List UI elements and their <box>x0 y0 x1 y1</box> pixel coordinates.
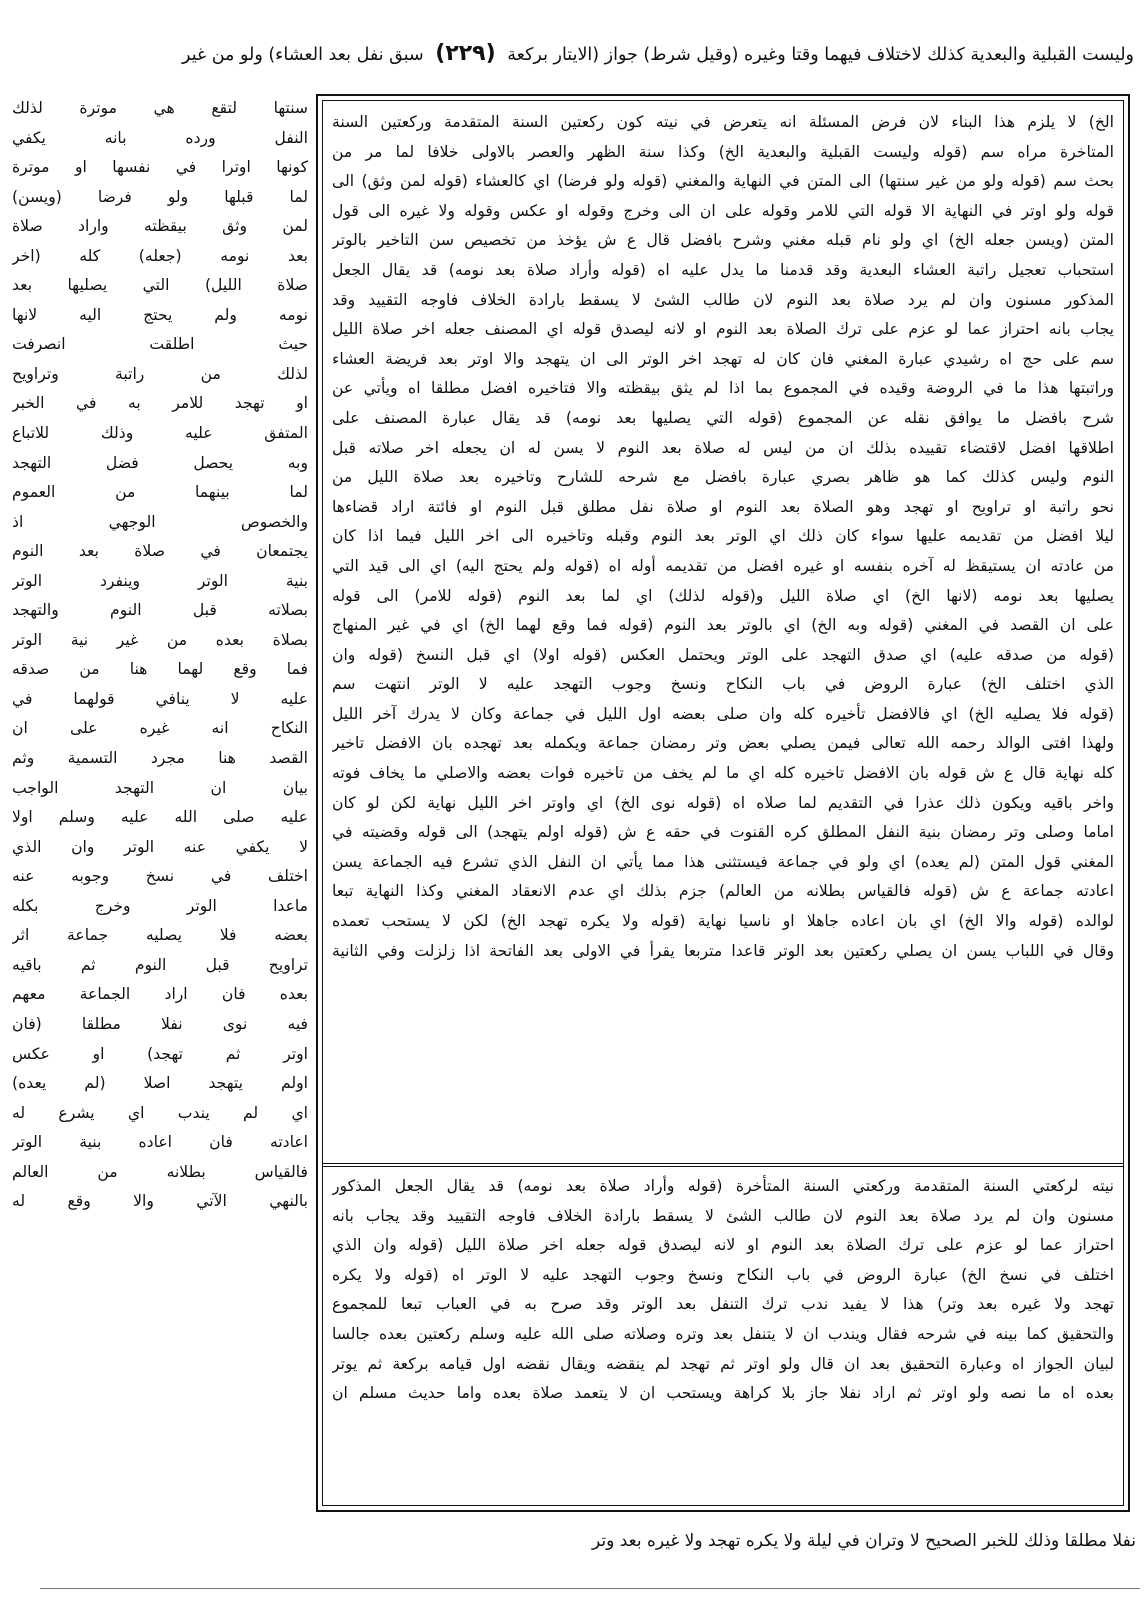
commentary-line: والتحقيق كما بينه في شرحه فقال ويندب ان لا يتنفل بعد وتره وصلاته صلى الله عليه وسلم ركعتين بعده جالسا <box>332 1324 1114 1343</box>
commentary-line: المتن (ويسن جعله الخ) اي ولو نام قبله مغني وشرح بافضل قال ع ش يؤخذ من تخصيص سن التاخير بالوتر <box>332 231 1114 250</box>
matn-line: القصد هنا مجرد التسمية وثم <box>12 749 308 768</box>
commentary-line: اعادته جماعة ع ش (قوله فالقياس بطلانه من العالم) جزم بذلك اي عدم الانعقاد المغني وكذا النهاية تبعا <box>332 882 1114 901</box>
matn-line: لذلك من راتبة وتراويح <box>12 364 308 383</box>
commentary-line: تهجد ولا غيره بعد وتر) هذا لا يفيد ندب ترك التنفل بعد الوتر وقد صرح به في العباب تبعا للمجموع <box>332 1295 1114 1314</box>
commentary-line: من عادته ان يستيقظ له آخره بنفسه او غيره افضل من تقديمه أوله اه (قوله ولم يحتج اليه) اي الى قيد التي <box>332 556 1114 575</box>
commentary-line: لبيان الجواز اه وعبارة التحقيق بعد ان قال ولو اوتر ثم تهجد لم ينقضه ويقال نقضه اول قيامه بركعة ثم يوتر <box>332 1354 1114 1373</box>
matn-line: عليه لا ينافي قولهما في <box>12 689 308 708</box>
commentary-line: على ان القصد في المغني (قوله وبه الخ) اي بالوتر بعد النوم (قوله فما وقع لهما الخ) اي في غير المنهاج <box>332 616 1114 635</box>
commentary-line: واخر باقيه ويكون ذلك عذرا في التقديم لما صلاه اه (قوله نوى الخ) اي واوتر اخر الليل نهاية لكن لو كان <box>332 793 1114 812</box>
commentary-line: ولهذا افتى الوالد رحمه الله تعالى فيمن يصلي بعض وتر رمضان جماعة ويكمله بعد تهجده بان الافضل تاخير <box>332 734 1114 753</box>
matn-line: بعضه فلا يصليه جماعة اثر <box>12 926 308 945</box>
header-right-text: وليست القبلية والبعدية كذلك لاختلاف فيهما وقتا وغيره (وقيل شرط) جواز (الايتار بركعة <box>507 45 1134 65</box>
section-divider <box>322 1163 1124 1167</box>
commentary-line: اطلاقها افضل لاقتضاء تقييده بذلك ان من ليس له صلاة بعد النوم لا يسن له ان يجعله اخر صلاته قبل <box>332 438 1114 457</box>
matn-line: بالنهي الآتي والا وقع له <box>12 1192 308 1211</box>
matn-line: فالقياس بطلانه من العالم <box>12 1162 308 1181</box>
commentary-line: (قوله من صدقه عليه) اي صدق التهجد على الوتر ويحتمل العكس (قوله اولا) اي قبل النسخ (قوله وان <box>332 645 1114 664</box>
matn-line: بيان ان التهجد الواجب <box>12 778 308 797</box>
bottom-rule <box>40 1588 1140 1589</box>
commentary-line: اماما وصلى وتر رمضان بنية النفل المطلق كره القنوت في حقه ع ش (قوله اولم يتهجد) الى قوله وقضيته في <box>332 823 1114 842</box>
matn-line: ماعدا الوتر وخرج بكله <box>12 896 308 915</box>
commentary-line: النوم وليس كذلك كما هو ظاهر بصري عبارة بافضل مع شرحه للشارح وتاخيره بعد صلاة الليل من <box>332 468 1114 487</box>
commentary-line: المتاخرة مراه سم (قوله وليست القبلية والبعدية الخ) وكذا سنة الظهر والعصر بالاولى خلافا لما مر من <box>332 142 1114 161</box>
commentary-line: لوالده (قوله والا الخ) اي بان اعاده جاهلا او ناسيا نهاية (قوله ولا يكره تهجد الخ) لكن لا يستحب تعمده <box>332 912 1114 931</box>
matn-line: بصلاة بعده من غير نية الوتر <box>12 630 308 649</box>
commentary-line: سم على حج اه رشيدي عبارة المغني فان كان له تهجد اخر الوتر الى ان يتهجد والا اوتر بعد فريضة العشاء <box>332 349 1114 368</box>
matn-line: بنية الوتر وينفرد الوتر <box>12 571 308 590</box>
matn-line: لما قبلها ولو فرضا (ويسن) <box>12 187 308 206</box>
commentary-line: مسنون وان لم يرد صلاة بعد النوم لان طالب الشئ لا يسقط بارادة الخلاف فاوجه التقييد وقد يجاب بانه <box>332 1206 1114 1225</box>
matn-line: وبه يحصل فضل التهجد <box>12 453 308 472</box>
matn-line: المتفق عليه وذلك للاتباع <box>12 424 308 443</box>
matn-line: او تهجد للامر به في الخبر <box>12 394 308 413</box>
commentary-line: وقال في اللباب يسن ان يصلي ركعتين بعد الوتر قاعدا متربعا يقرأ في الاولى بعد الفاتحة اذا زلزلت وفي الثانية <box>332 941 1114 960</box>
matn-line: اي لم يندب اي يشرع له <box>12 1103 308 1122</box>
commentary-line: يصليها بعد نومه (لانها الخ) اي صلاة الليل و(قوله لذلك) اي لما بعد النوم (قوله للامر) الى قوله <box>332 586 1114 605</box>
commentary-upper-block <box>332 108 1114 1158</box>
matn-line: تراويح قبل النوم ثم باقيه <box>12 955 308 974</box>
commentary-line: المذكور مسنون وان لم يرد صلاة بعد النوم لان طالب الشئ لا يسقط بارادة الخلاف فاوجه التقييد وقد <box>332 290 1114 309</box>
matn-line: نومه ولم يحتج اليه لانها <box>12 305 308 324</box>
commentary-line: وراتبتها هذا ما في الروضة وقيده في المجموع بما اذا لم يثق بيقظته والا فتاخيره افضل مطلقا اه ويأتي عن <box>332 379 1114 398</box>
matn-line: لا يكفي عنه الوتر وان الذي <box>12 837 308 856</box>
commentary-line: يجاب بانه احتراز عما لو عزم على ترك الصلاة بعد النوم او لانه ليصدق قوله اي المصنف جعله اخر صلاة الليل <box>332 320 1114 339</box>
commentary-line: استحباب تعجيل راتبة العشاء البعدية وقد قدمنا ما يدل عليه اه (قوله وأراد صلاة بعد نومه) قد يقال الجعل <box>332 260 1114 279</box>
commentary-line: احتراز عما لو عزم على ترك الصلاة بعد النوم او لانه ليصدق قوله جعله اخر صلاة الليل (قوله وان الذي <box>332 1236 1114 1255</box>
commentary-line: (قوله فلا يصليه الخ) اي فالافضل تأخيره كله وان صلى بعضه اول الليل في جماعة وكان لا يدرك آخر الليل <box>332 704 1114 723</box>
page-footer-line: نفلا مطلقا وذلك للخبر الصحيح لا وتران في ليلة ولا يكره تهجد ولا غيره بعد وتر <box>591 1531 1136 1551</box>
matn-line: كونها اوترا في نفسها او موترة <box>12 158 308 177</box>
matn-line: اعادته فان اعاده بنية الوتر <box>12 1133 308 1152</box>
page-number: (٢٢٩) <box>435 41 496 66</box>
matn-line: سنتها لتقع هي موترة لذلك <box>12 99 308 117</box>
matn-line: النكاح انه غيره على ان <box>12 719 308 738</box>
commentary-line: الخ) لا يلزم هذا البناء لان فرض المسئلة انه يتعرض في نيته كون ركعتين السنة المتقدمة وركعتين السنة <box>332 113 1114 131</box>
matn-line: بعده فان اراد الجماعة معهم <box>12 985 308 1004</box>
commentary-line: نيته لركعتي السنة المتقدمة وركعتي السنة المتأخرة (قوله وأراد صلاة بعد نومه) قد يقال الجعل المذكور <box>332 1177 1114 1195</box>
commentary-line: نحو راتبة او تراويح او تهجد وهو الصلاة بعد النوم او صلاة نفل مطلق قبل النوم او فائتة اراد قضاءها <box>332 497 1114 516</box>
header-left-text: سبق نفل بعد العشاء) ولو من غير <box>182 45 424 65</box>
matn-line: بعد نومه (جعله) كله (اخر <box>12 246 308 265</box>
matn-line: فيه نوى نفلا مطلقا (فان <box>12 1014 308 1033</box>
commentary-line: الذي اختلف الخ) عبارة الروض في باب النكاح ونسخ وجوب التهجد عليه لا الوتر انتهت سم <box>332 675 1114 694</box>
matn-side-column <box>12 94 308 1512</box>
matn-line: حيث اطلقت انصرفت <box>12 335 308 354</box>
matn-line: والخصوص الوجهي اذ <box>12 512 308 531</box>
matn-line: النفل ورده بانه يكفي <box>12 128 308 147</box>
matn-line: اولم يتهجد اصلا (لم يعده) <box>12 1074 308 1093</box>
commentary-line: بحث سم (قوله ولو من غير سنتها) الى المتن في النهاية والمغني (قوله ولو فرضا) اي كالعشاء (قوله لمن وثق) الى <box>332 172 1114 191</box>
matn-line: فما وقع لهما هنا من صدقه <box>12 660 308 679</box>
commentary-line: شرح بافضل ما يوافق نقله عن المجموع (قوله التي يصليها بعد نومه) قد يقال عبارة المصنف على <box>332 408 1114 427</box>
matn-line: لما بينهما من العموم <box>12 483 308 502</box>
commentary-lower-block <box>332 1172 1114 1502</box>
commentary-line: قوله ولو اوتر في النهاية الا قوله التي للامر وقوله على ان الى وخرج وقوله او عكس وقوله ولا غيره الى قول <box>332 201 1114 220</box>
matn-line: يجتمعان في صلاة بعد النوم <box>12 542 308 561</box>
commentary-line: بعده اه ما نصه ولو اوتر ثم اراد نفلا جاز بلا كراهة ويستحب ان لا يتعمد صلاة بعده واما حديث مسلم ان <box>332 1384 1114 1403</box>
commentary-line: اختلف في نسخ الخ) عبارة الروض في باب النكاح ونسخ وجوب التهجد عليه لا الوتر اه (قوله ولا يكره <box>332 1265 1114 1284</box>
commentary-line: ليلا افضل من تقديمه عليها سواء كان ذلك اي الوتر بعد النوم وقبله وتاخيره الى اخر الليل فيما اذا كان <box>332 527 1114 546</box>
matn-line: عليه صلى الله عليه وسلم اولا <box>12 808 308 827</box>
matn-line: اختلف في نسخ وجوبه عنه <box>12 867 308 886</box>
commentary-line: كله نهاية قال ع ش قوله بان الافضل تاخيره كله اي ما لم يخف من تاخيره فوات بعضه والاصلي ما يخاف فوته <box>332 764 1114 783</box>
matn-line: بصلاته قبل النوم والتهجد <box>12 601 308 620</box>
matn-line: اوتر ثم تهجد) او عكس <box>12 1044 308 1063</box>
matn-line: لمن وثق بيقظته واراد صلاة <box>12 217 308 236</box>
running-header <box>14 34 1134 74</box>
commentary-line: المغني قول المتن (لم يعده) اي ولو في جماعة فيستثنى هذا مما يأتي ان النفل الذي تشرع فيه الجماعة يسن <box>332 852 1114 871</box>
matn-line: صلاة الليل) التي يصليها بعد <box>12 276 308 295</box>
